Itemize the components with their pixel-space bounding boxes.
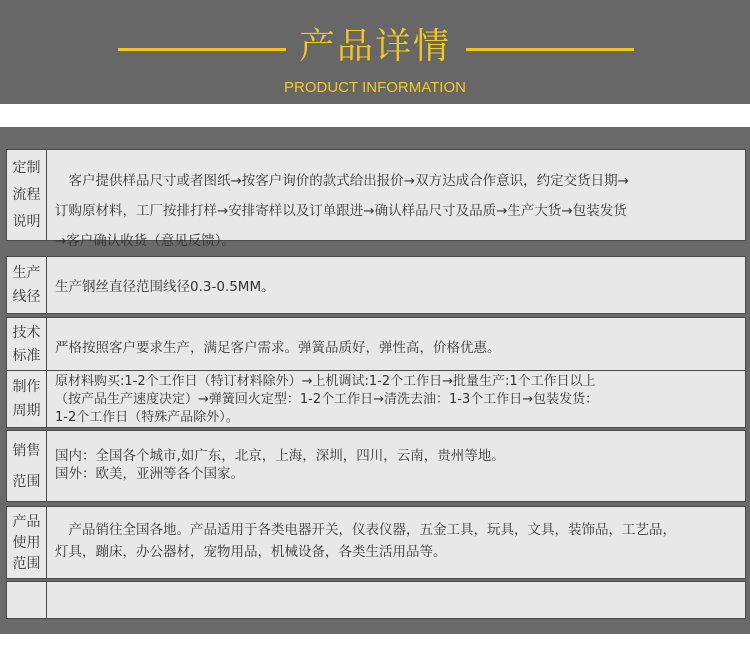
row-label: 销售 范围 (7, 431, 47, 501)
decorative-line-right (466, 48, 634, 51)
row-content: 生产钢丝直径范围线径0.3-0.5MM。 (55, 279, 275, 295)
table-row-wire-diameter (6, 256, 746, 314)
table-row-usage-scope (6, 506, 746, 579)
row-content: 国内：全国各个城市,如广东，北京，上海，深圳，四川，云南，贵州等地。 国外：欧美，亚洲等各个国家。 (55, 448, 505, 482)
row-label: 产品 使用 范围 (7, 507, 47, 578)
page-subtitle: PRODUCT INFORMATION (284, 79, 466, 96)
row-label: 定制 流程 说明 (7, 150, 47, 240)
row-label (7, 582, 47, 618)
row-content: 严格按照客户要求生产，满足客户需求。弹簧品质好，弹性高，价格优惠。 (55, 340, 501, 356)
product-info-table (0, 127, 750, 634)
table-row-custom-process (6, 149, 746, 249)
header-banner (0, 0, 750, 104)
row-content: 产品销往全国各地。产品适用于各类电器开关，仪表仪器，五金工具，玩具，文具，装饰品，工艺品， 灯具，蹦床，办公器材，宠物用品，机械设备，各类生活用品等。 (55, 522, 676, 560)
row-content: 客户提供样品尺寸或者图纸→按客户询价的款式给出报价→双方达成合作意识，约定交货日期→ 订购原材料，工厂按排打样→安排寄样以及订单跟进→确认样品尺寸及品质→生产大货→包装发货 →客户确认收货（意见反馈）。 (55, 173, 629, 249)
row-content: 原材料购买:1-2个工作日（特订材料除外）→上机调试:1-2个工作日→批量生产:1个工作日以上 （按产品生产速度决定）→弹簧回火定型：1-2个工作日→清洗去油：1-3个工作日→包装发货： 1-2个工作日（特殊产品除外）。 (55, 374, 599, 425)
table-row-empty (6, 581, 746, 619)
table-row-production-cycle (6, 370, 746, 428)
row-label: 技术 标准 (7, 318, 47, 371)
table-row-technical-standard (6, 317, 746, 372)
row-label: 生产 线径 (7, 257, 47, 313)
table-row-sales-scope (6, 430, 746, 502)
row-label: 制作 周期 (7, 371, 47, 427)
page-title: 产品详情 (298, 26, 451, 67)
